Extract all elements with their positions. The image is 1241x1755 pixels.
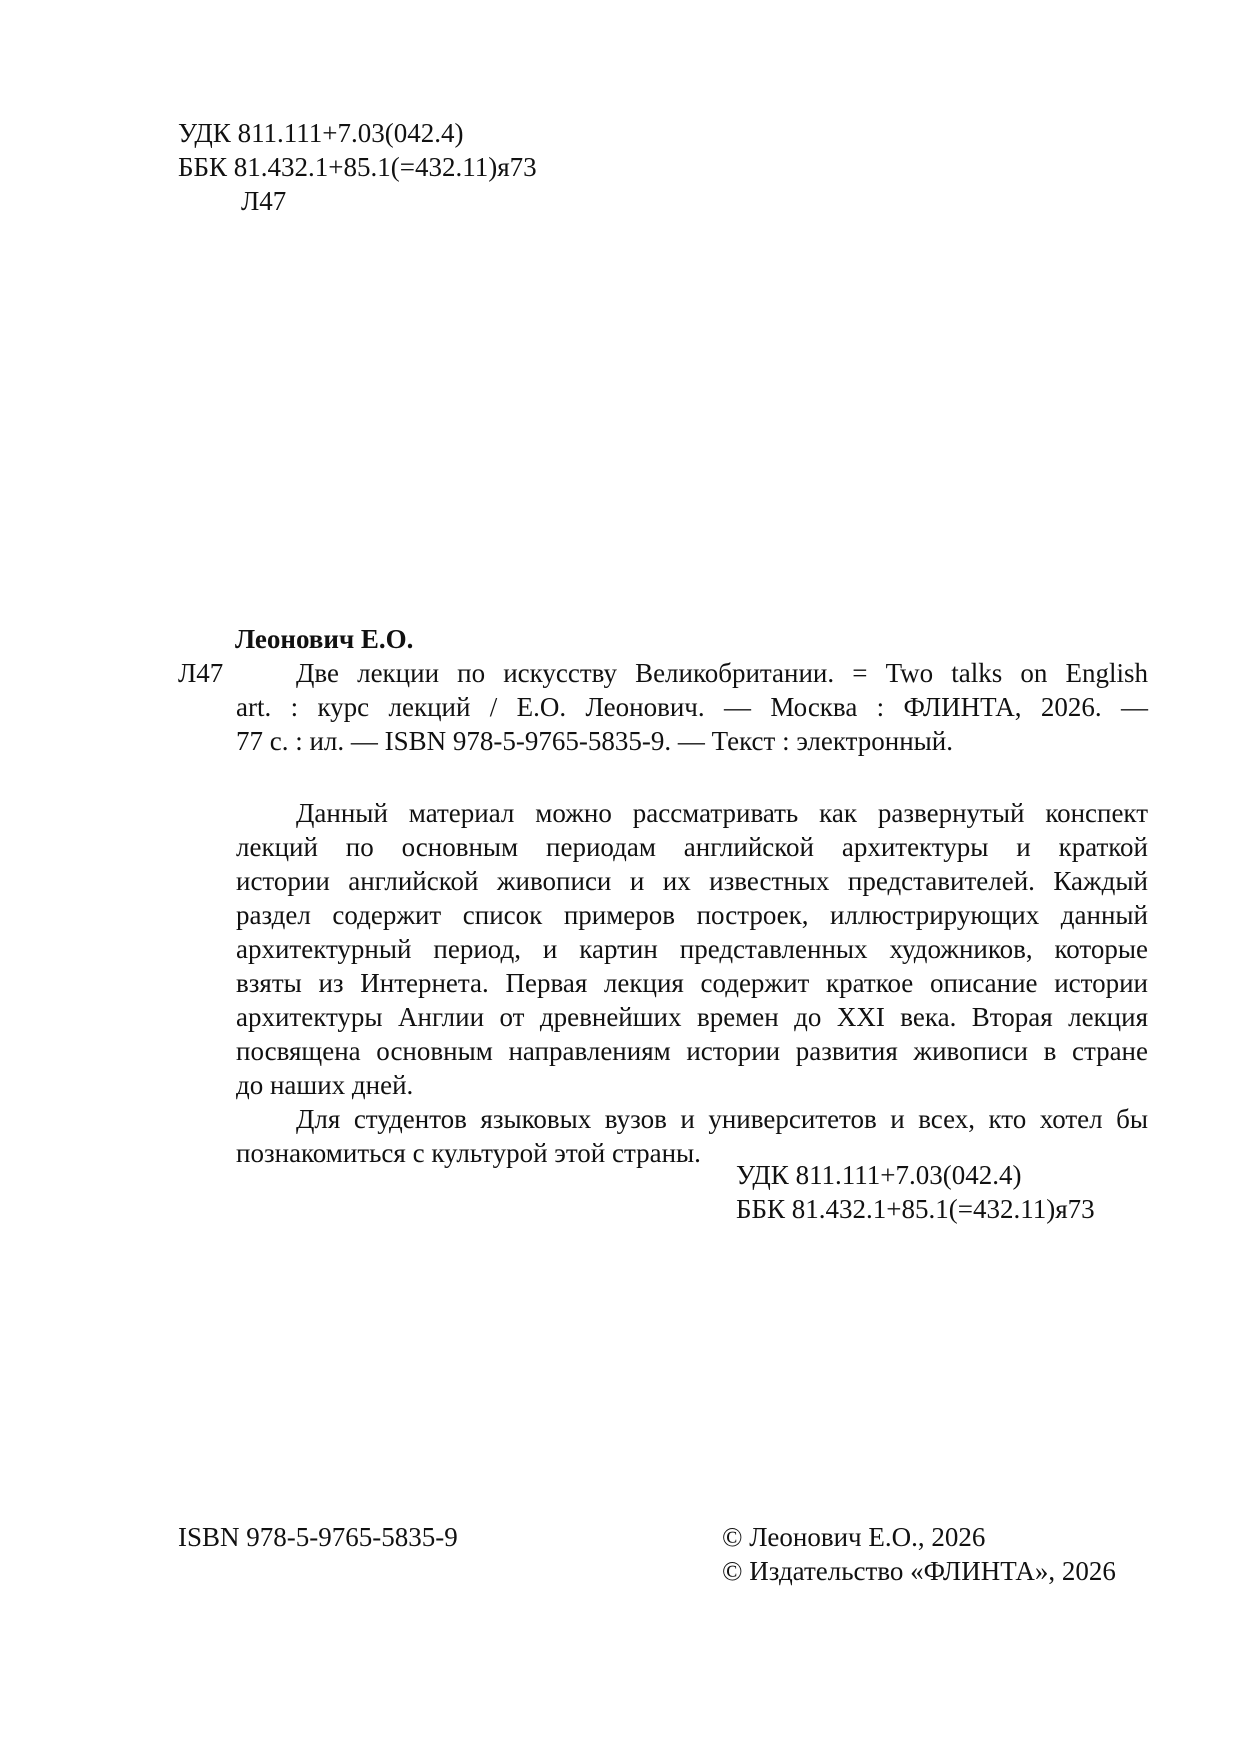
- udk-code: УДК 811.111+7.03(042.4): [178, 118, 464, 148]
- author-mark: Л47: [241, 186, 287, 216]
- annotation-line: архитектуры Англии от древнейших времен до XXI века. Вторая лекция: [236, 1002, 1148, 1032]
- biblio-author-mark: Л47: [178, 658, 224, 688]
- bibliographic-record: [236, 656, 1148, 758]
- annotation-line: архитектурный период, и картин представленных художников, которые: [236, 934, 1148, 964]
- annotation-line: Данный материал можно рассматривать как развернутый конспект: [296, 798, 1148, 828]
- copyright-block: [722, 1520, 1116, 1588]
- udk-code: УДК 811.111+7.03(042.4): [736, 1160, 1022, 1190]
- isbn: ISBN 978-5-9765-5835-9: [178, 1522, 458, 1552]
- copyright-author: © Леонович Е.О., 2026: [722, 1522, 986, 1552]
- bottom-classification-block: [736, 1158, 1095, 1226]
- biblio-line: art. : курс лекций / Е.О. Леонович. — Москва : ФЛИНТА, 2026. —: [236, 692, 1148, 722]
- annotation-line: посвящена основным направлениям истории развития живописи в стране: [236, 1036, 1148, 1066]
- bbk-code: ББК 81.432.1+85.1(=432.11)я73: [178, 152, 537, 182]
- annotation-line: познакомиться с культурой этой страны.: [236, 1138, 701, 1168]
- author-heading: Леонович Е.О.: [235, 624, 414, 654]
- top-classification-block: [178, 116, 537, 218]
- copyright-publisher: © Издательство «ФЛИНТА», 2026: [722, 1556, 1116, 1586]
- annotation-line: Для студентов языковых вузов и университетов и всех, кто хотел бы: [296, 1104, 1148, 1134]
- annotation-line: до наших дней.: [236, 1070, 414, 1100]
- annotation-line: истории английской живописи и их известных представителей. Каждый: [236, 866, 1148, 896]
- annotation-line: раздел содержит список примеров построек, иллюстрирующих данный: [236, 900, 1148, 930]
- biblio-line: 77 с. : ил. — ISBN 978-5-9765-5835-9. — Текст : электронный.: [236, 726, 954, 756]
- bbk-code: ББК 81.432.1+85.1(=432.11)я73: [736, 1194, 1095, 1224]
- annotation-line: лекций по основным периодам английской архитектуры и краткой: [236, 832, 1148, 862]
- annotation: [236, 796, 1148, 1170]
- annotation-line: взяты из Интернета. Первая лекция содержит краткое описание истории: [236, 968, 1148, 998]
- biblio-line: Две лекции по искусству Великобритании. = Two talks on English: [296, 658, 1148, 688]
